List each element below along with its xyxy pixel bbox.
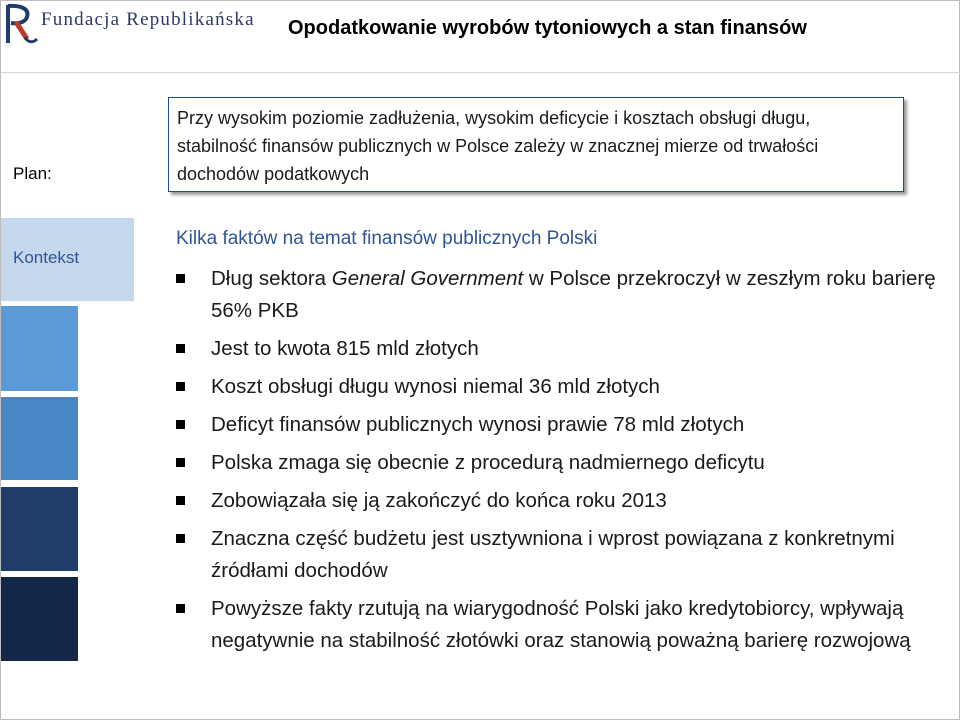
header xyxy=(1,1,960,73)
list-item: Dług sektora General Government w Polsce przekroczył w zeszłym roku barierę 56% PKB xyxy=(176,263,936,327)
header-divider xyxy=(1,72,960,73)
republican-r-icon xyxy=(3,1,43,49)
sidebar-block[interactable] xyxy=(1,487,78,571)
list-item: Jest to kwota 815 mld złotych xyxy=(176,333,936,365)
list-item: Deficyt finansów publicznych wynosi prawie 78 mld złotych xyxy=(176,409,936,441)
list-item: Znaczna część budżetu jest usztywniona i wprost powiązana z konkretnymi źródłami dochodów xyxy=(176,523,936,587)
page-title: Opodatkowanie wyrobów tytoniowych a stan finansów xyxy=(288,17,807,39)
list-item: Powyższe fakty rzutują na wiarygodność Polski jako kredytobiorcy, wpływają negatywnie na stabilność złotówki oraz stanowią poważną barierę rozwojową xyxy=(176,593,936,657)
plan-label: Plan: xyxy=(13,164,52,183)
list-item: Polska zmaga się obecnie z procedurą nadmiernego deficytu xyxy=(176,447,936,479)
list-item: Koszt obsługi długu wynosi niemal 36 mld złotych xyxy=(176,371,936,403)
sidebar-block[interactable] xyxy=(1,397,78,480)
list-item: Zobowiązała się ją zakończyć do końca roku 2013 xyxy=(176,485,936,517)
brand-name: Fundacja Republikańska xyxy=(41,9,255,30)
sidebar-block[interactable] xyxy=(1,306,78,391)
plan-box xyxy=(168,97,904,192)
plan-text: Przy wysokim poziomie zadłużenia, wysokim deficycie i kosztach obsługi długu, stabilność finansów publicznych w Polsce zależy w znacznej mierze od trwałości dochodów podatkowych xyxy=(177,108,819,184)
sidebar-item-kontekst[interactable] xyxy=(1,218,134,301)
section-title: Kilka faktów na temat finansów publicznych Polski xyxy=(176,228,598,249)
facts-list xyxy=(176,263,936,663)
sidebar-block[interactable] xyxy=(1,577,78,661)
logo xyxy=(3,1,255,49)
sidebar-item-label: Kontekst xyxy=(13,248,80,267)
